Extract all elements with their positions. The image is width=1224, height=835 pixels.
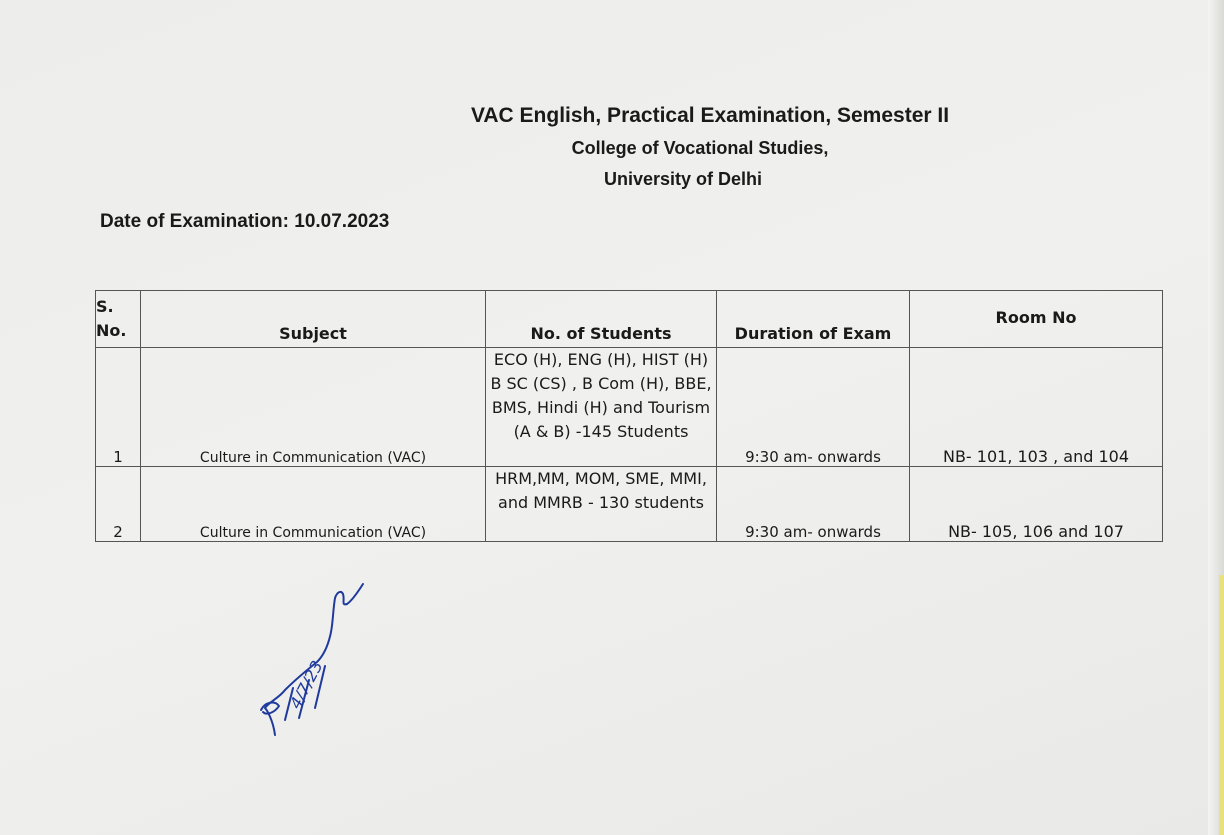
cell-students: HRM,MM, MOM, SME, MMI, and MMRB - 130 students xyxy=(486,467,717,542)
university-name: University of Delhi xyxy=(603,169,763,189)
column-header-students: No. of Students xyxy=(486,291,717,348)
column-header-room: Room No xyxy=(910,291,1163,348)
cell-duration: 9:30 am- onwards xyxy=(717,467,910,542)
handwritten-signature xyxy=(255,570,375,740)
background-edge xyxy=(1208,0,1224,835)
cell-sno: 1 xyxy=(96,348,141,467)
table-row xyxy=(96,348,1163,467)
document-header xyxy=(420,104,1020,190)
column-header-subject: Subject xyxy=(141,291,486,348)
exam-schedule-table xyxy=(95,290,1163,542)
exam-date: Date of Examination: 10.07.2023 xyxy=(100,211,390,232)
cell-room: NB- 101, 103 , and 104 xyxy=(910,348,1163,467)
table-row xyxy=(96,467,1163,542)
signature-date: 4/7/23 xyxy=(285,657,327,712)
cell-students: ECO (H), ENG (H), HIST (H) B SC (CS) , B Com (H), BBE, BMS, Hindi (H) and Tourism (A & B) -145 Students xyxy=(486,348,717,467)
document-title: VAC English, Practical Examination, Semester II xyxy=(470,104,950,127)
cell-subject: Culture in Communication (VAC) xyxy=(141,348,486,467)
cell-subject: Culture in Communication (VAC) xyxy=(141,467,486,542)
cell-sno: 2 xyxy=(96,467,141,542)
college-name: College of Vocational Studies, xyxy=(571,138,829,158)
column-header-sno: S. No. xyxy=(96,291,141,348)
cell-duration: 9:30 am- onwards xyxy=(717,348,910,467)
background-stripe xyxy=(1219,575,1224,835)
column-header-duration: Duration of Exam xyxy=(717,291,910,348)
table-header-row xyxy=(96,291,1163,348)
cell-room: NB- 105, 106 and 107 xyxy=(910,467,1163,542)
